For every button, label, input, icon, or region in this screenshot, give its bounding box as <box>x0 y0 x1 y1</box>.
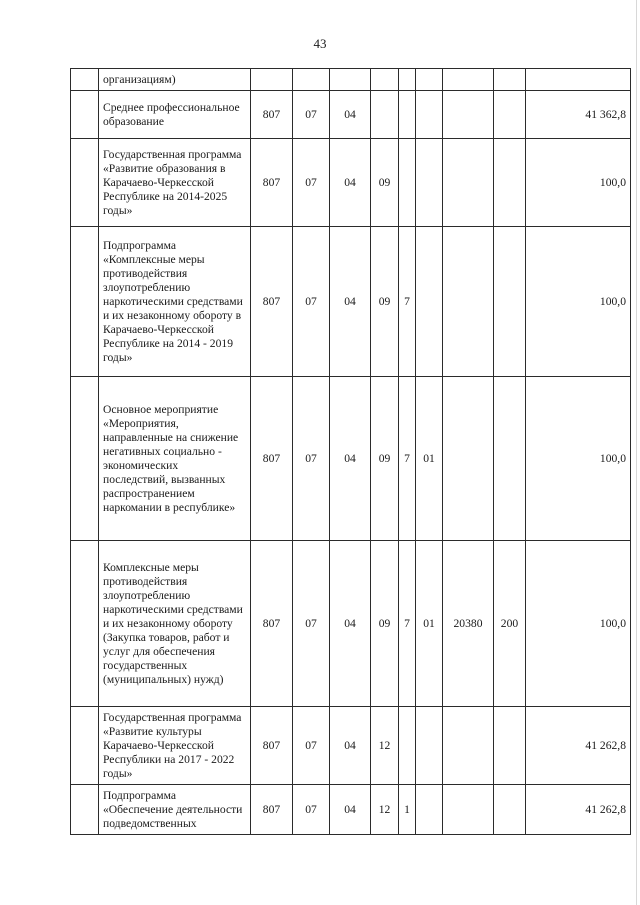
row-blank-cell <box>71 227 99 377</box>
subprogram-code-cell: 1 <box>399 785 416 835</box>
program-code-cell: 12 <box>371 785 399 835</box>
section-code-cell: 07 <box>293 91 330 139</box>
row-blank-cell <box>71 541 99 707</box>
ministry-code-cell <box>251 69 293 91</box>
main-activity-code-cell <box>416 69 443 91</box>
expense-direction-cell <box>443 785 494 835</box>
subprogram-code-cell <box>399 69 416 91</box>
program-code-cell <box>371 91 399 139</box>
amount-cell: 41 262,8 <box>526 785 631 835</box>
subsection-code-cell: 04 <box>330 377 371 541</box>
row-name-cell: Основное мероприятие «Мероприятия, направленные на снижение негативных социально - экономических последствий, вызванных распространением наркомании в республике» <box>99 377 251 541</box>
ministry-code-cell: 807 <box>251 227 293 377</box>
row-name-cell: Комплексные меры противодействия злоупотреблению наркотическими средствами и их незаконному обороту (Закупка товаров, работ и услуг для обеспечения государственных (муниципальных) нужд) <box>99 541 251 707</box>
subsection-code-cell: 04 <box>330 227 371 377</box>
expense-type-cell <box>494 91 526 139</box>
expense-direction-cell <box>443 139 494 227</box>
section-code-cell: 07 <box>293 785 330 835</box>
section-code-cell <box>293 69 330 91</box>
scan-edge <box>636 0 637 905</box>
row-blank-cell <box>71 91 99 139</box>
expense-direction-cell <box>443 91 494 139</box>
row-blank-cell <box>71 69 99 91</box>
table-row <box>71 91 631 139</box>
expense-type-cell <box>494 139 526 227</box>
table-row <box>71 69 631 91</box>
ministry-code-cell: 807 <box>251 91 293 139</box>
section-code-cell: 07 <box>293 541 330 707</box>
main-activity-code-cell <box>416 707 443 785</box>
row-name-cell: Подпрограмма «Обеспечение деятельности подведомственных <box>99 785 251 835</box>
main-activity-code-cell <box>416 91 443 139</box>
section-code-cell: 07 <box>293 139 330 227</box>
subsection-code-cell <box>330 69 371 91</box>
ministry-code-cell: 807 <box>251 707 293 785</box>
amount-cell: 100,0 <box>526 139 631 227</box>
table-row <box>71 139 631 227</box>
expense-type-cell <box>494 707 526 785</box>
main-activity-code-cell <box>416 785 443 835</box>
subprogram-code-cell <box>399 139 416 227</box>
ministry-code-cell: 807 <box>251 139 293 227</box>
expense-type-cell <box>494 69 526 91</box>
subsection-code-cell: 04 <box>330 785 371 835</box>
subsection-code-cell: 04 <box>330 91 371 139</box>
amount-cell: 41 362,8 <box>526 91 631 139</box>
subsection-code-cell: 04 <box>330 707 371 785</box>
program-code-cell: 12 <box>371 707 399 785</box>
subprogram-code-cell <box>399 91 416 139</box>
section-code-cell: 07 <box>293 707 330 785</box>
row-blank-cell <box>71 139 99 227</box>
program-code-cell: 09 <box>371 139 399 227</box>
row-blank-cell <box>71 377 99 541</box>
expense-type-cell <box>494 227 526 377</box>
subsection-code-cell: 04 <box>330 541 371 707</box>
subprogram-code-cell: 7 <box>399 541 416 707</box>
expense-type-cell: 200 <box>494 541 526 707</box>
expense-type-cell <box>494 377 526 541</box>
table-row <box>71 541 631 707</box>
main-activity-code-cell: 01 <box>416 377 443 541</box>
row-name-cell: Подпрограмма «Комплексные меры противодействия злоупотреблению наркотическими средствами и их незаконному обороту в Карачаево-Черкесской Республике на 2014 - 2019 годы» <box>99 227 251 377</box>
expense-direction-cell <box>443 377 494 541</box>
page-number: 43 <box>313 36 327 51</box>
table-row <box>71 707 631 785</box>
row-name-cell: Государственная программа «Развитие образования в Карачаево-Черкесской Республике на 2014-2025 годы» <box>99 139 251 227</box>
table-body <box>71 69 631 835</box>
expense-direction-cell <box>443 69 494 91</box>
amount-cell <box>526 69 631 91</box>
amount-cell: 100,0 <box>526 227 631 377</box>
expense-direction-cell <box>443 227 494 377</box>
expense-type-cell <box>494 785 526 835</box>
subprogram-code-cell: 7 <box>399 377 416 541</box>
subprogram-code-cell: 7 <box>399 227 416 377</box>
section-code-cell: 07 <box>293 227 330 377</box>
ministry-code-cell: 807 <box>251 377 293 541</box>
amount-cell: 41 262,8 <box>526 707 631 785</box>
row-blank-cell <box>71 707 99 785</box>
subprogram-code-cell <box>399 707 416 785</box>
program-code-cell <box>371 69 399 91</box>
table-row <box>71 377 631 541</box>
subsection-code-cell: 04 <box>330 139 371 227</box>
table-row <box>71 785 631 835</box>
budget-table <box>70 68 631 835</box>
section-code-cell: 07 <box>293 377 330 541</box>
table-row <box>71 227 631 377</box>
main-activity-code-cell <box>416 139 443 227</box>
row-name-cell: организациям) <box>99 69 251 91</box>
row-name-cell: Государственная программа «Развитие культуры Карачаево-Черкесской Республики на 2017 - 2022 годы» <box>99 707 251 785</box>
row-name-cell: Среднее профессиональное образование <box>99 91 251 139</box>
program-code-cell: 09 <box>371 227 399 377</box>
amount-cell: 100,0 <box>526 377 631 541</box>
expense-direction-cell: 20380 <box>443 541 494 707</box>
main-activity-code-cell: 01 <box>416 541 443 707</box>
expense-direction-cell <box>443 707 494 785</box>
amount-cell: 100,0 <box>526 541 631 707</box>
main-activity-code-cell <box>416 227 443 377</box>
ministry-code-cell: 807 <box>251 541 293 707</box>
ministry-code-cell: 807 <box>251 785 293 835</box>
program-code-cell: 09 <box>371 377 399 541</box>
program-code-cell: 09 <box>371 541 399 707</box>
row-blank-cell <box>71 785 99 835</box>
